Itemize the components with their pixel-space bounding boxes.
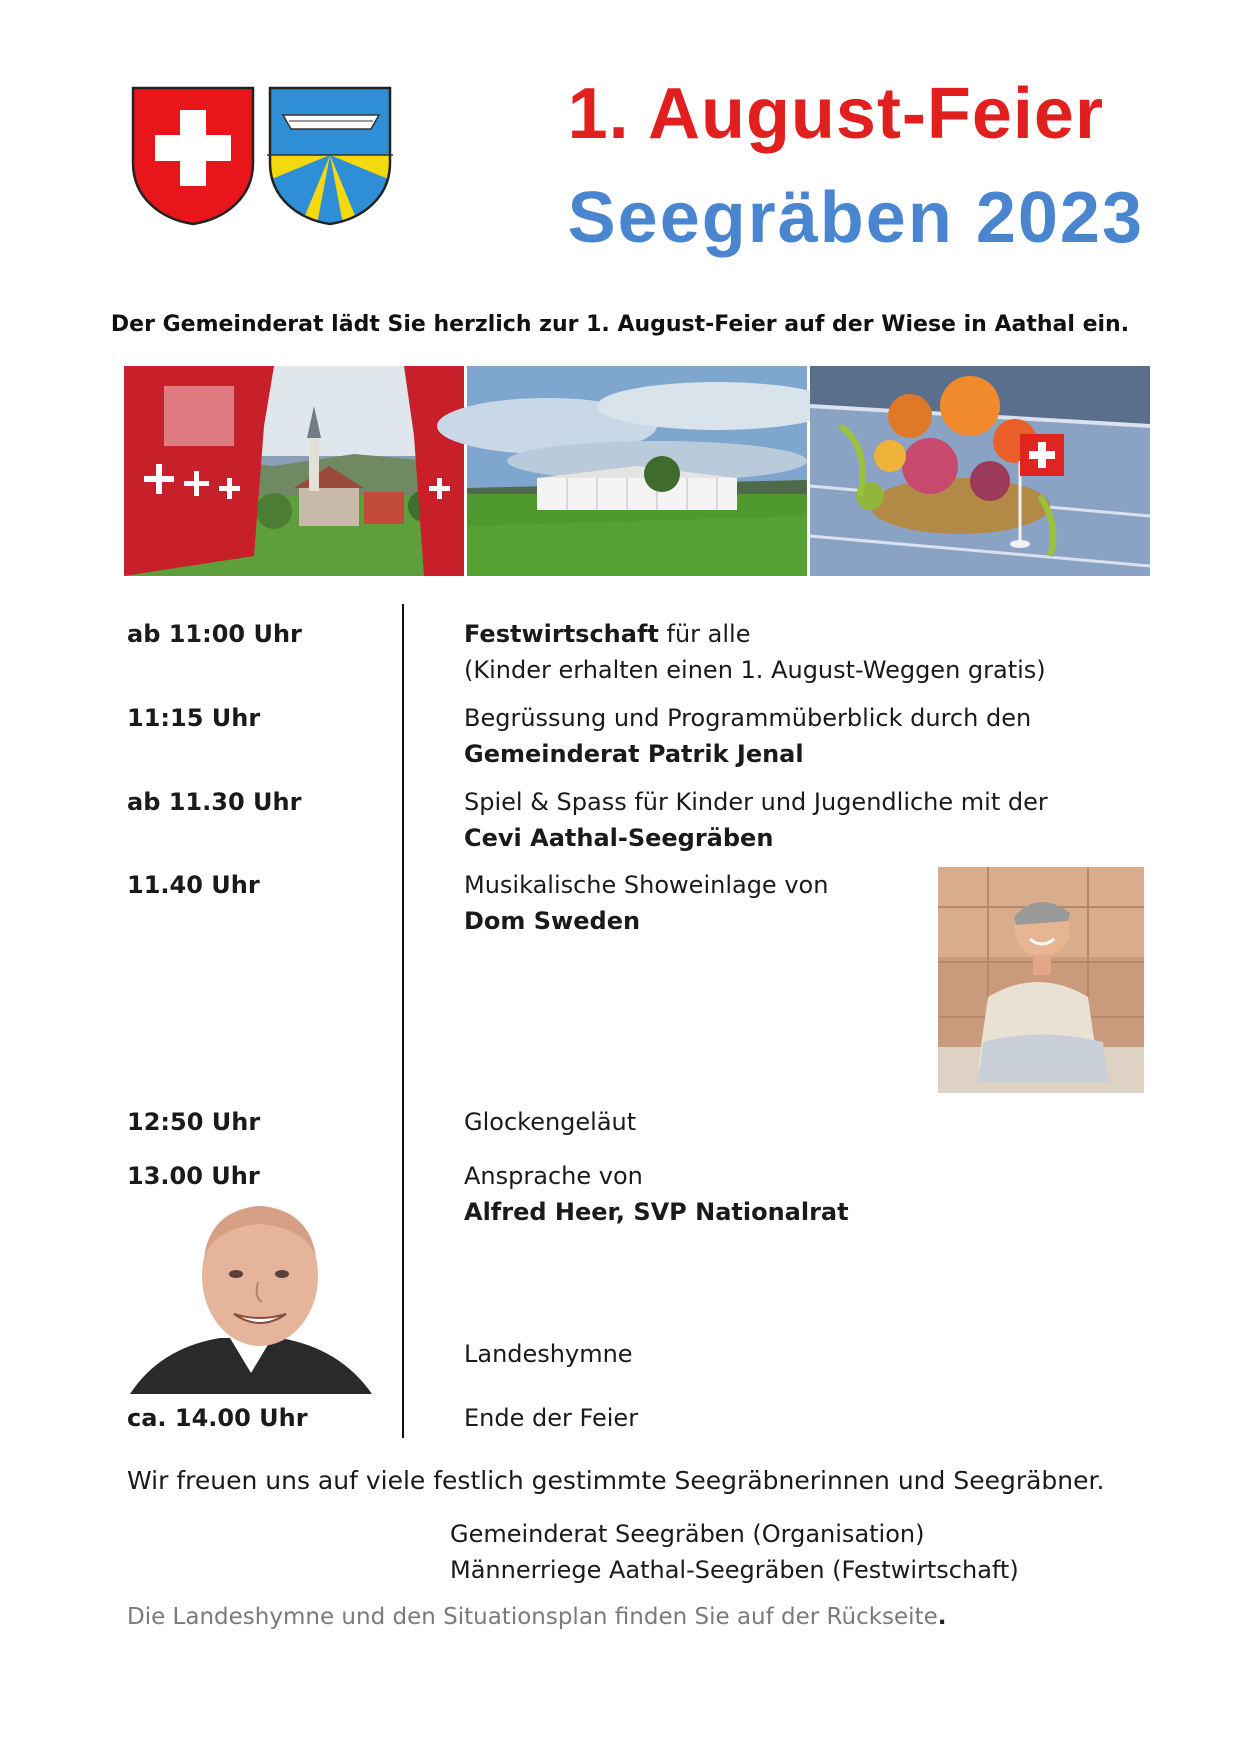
page-title: 1. August-Feier [567,74,1104,154]
schedule-time: 11.40 Uhr [127,871,260,899]
schedule-time: ab 11:00 Uhr [127,620,302,648]
schedule-item-person: Alfred Heer, SVP Nationalrat [464,1198,849,1226]
schedule-time: ab 11.30 Uhr [127,788,302,816]
photo-strip [124,366,1150,576]
schedule-item-text: für alle [658,620,751,648]
schedule-description [464,784,1048,856]
schedule-time: 12:50 Uhr [127,1108,261,1136]
schedule-time: 13.00 Uhr [127,1162,260,1190]
organizer-line: Männerriege Aathal-Seegräben (Festwirtschaft) [450,1556,1019,1584]
schedule-item-person: Gemeinderat Patrik Jenal [464,740,804,768]
schedule-item-text: Landeshymne [464,1340,633,1368]
schedule-description [464,867,828,939]
dom-sweden-portrait-photo [938,867,1144,1093]
schedule-description [464,700,1031,772]
schedule-divider [402,604,404,1438]
footnote-text: Die Landeshymne und den Situationsplan finden Sie auf der Rückseite [127,1604,938,1630]
schedule-description [464,616,1046,688]
swiss-flags-village-church-photo [124,366,464,576]
schedule-item-text: Glockengeläut [464,1108,637,1136]
schedule-description [464,1158,849,1230]
footnote-period: . [937,1604,947,1630]
festival-tent-meadow-photo [437,366,837,576]
schedule-item-text: Ansprache von [464,1162,643,1190]
schedule-item-text: Ende der Feier [464,1404,639,1432]
schedule-description [464,1336,633,1372]
page-subtitle: Seegräben 2023 [567,178,1144,258]
organizer-line: Gemeinderat Seegräben (Organisation) [450,1520,925,1548]
schedule-item-group: Cevi Aathal-Seegräben [464,824,774,852]
schedule-time: ca. 14.00 Uhr [127,1404,308,1432]
schedule-item-title: Festwirtschaft [464,620,659,648]
schedule-description [464,1104,636,1140]
schedule-description [464,1400,638,1436]
schedule-time: 11:15 Uhr [127,704,261,732]
organizers [450,1516,1019,1588]
schedule-item-text: Musikalische Showeinlage von [464,871,829,899]
closing-text: Wir freuen uns auf viele festlich gestimmte Seegräbnerinnen und Seegräbner. [127,1466,1105,1495]
alfred-heer-portrait-photo [130,1198,372,1394]
invitation-text: Der Gemeinderat lädt Sie herzlich zur 1. August-Feier auf der Wiese in Aathal ein. [110,312,1130,337]
flower-bouquet-swiss-flag-photo [810,366,1150,576]
footnote [127,1604,947,1630]
schedule-item-text: Begrüssung und Programmüberblick durch den [464,704,1032,732]
schedule-item-text: Spiel & Spass für Kinder und Jugendliche mit der [464,788,1048,816]
schedule-item-person: Dom Sweden [464,907,641,935]
schedule-item-note: (Kinder erhalten einen 1. August-Weggen gratis) [464,656,1046,684]
